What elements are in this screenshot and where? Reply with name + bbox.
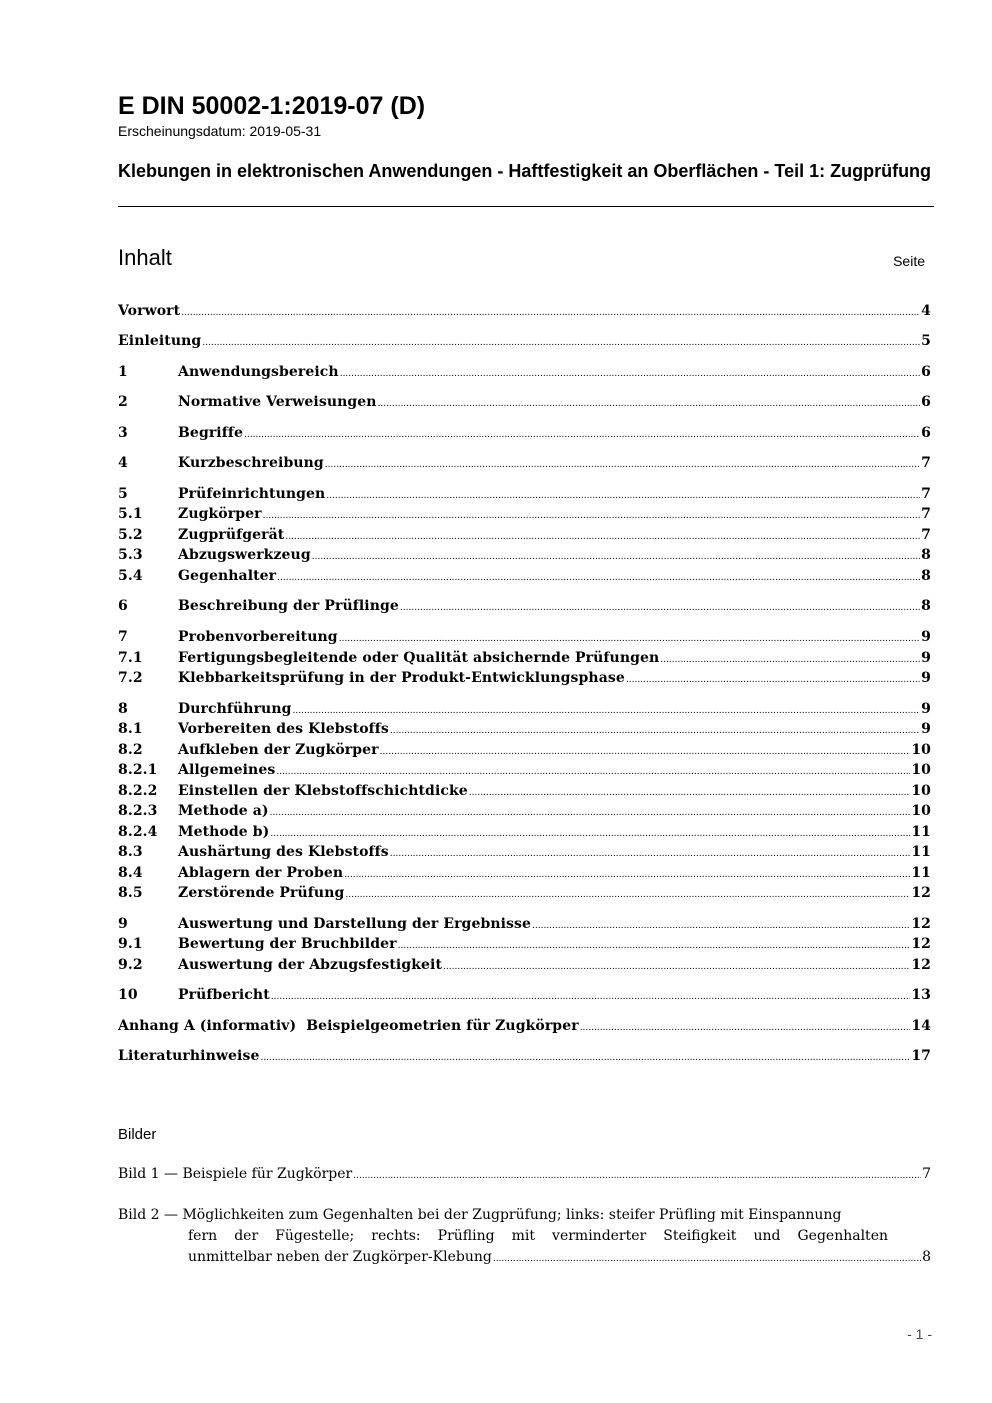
toc-entry[interactable] <box>118 1018 931 1038</box>
dot-leader <box>626 670 920 686</box>
toc-entry-label: Ablagern der Proben <box>178 865 344 881</box>
dot-leader <box>398 936 911 952</box>
dot-leader <box>270 803 911 819</box>
dot-leader <box>390 721 920 737</box>
dot-leader <box>293 701 921 717</box>
toc-entry-label: Vorwort <box>118 303 181 319</box>
toc-entry-number: 7.1 <box>118 650 143 666</box>
toc-entry[interactable] <box>118 936 931 956</box>
toc-entry-number: 2 <box>118 394 128 410</box>
toc-entry-number: 8.3 <box>118 844 143 860</box>
toc-entry[interactable] <box>118 568 931 588</box>
toc-entry-number: 8.2.1 <box>118 762 158 778</box>
toc-entry-page: 6 <box>921 394 931 410</box>
toc-entry[interactable] <box>118 721 931 741</box>
toc-entry-number: 8 <box>118 701 128 717</box>
toc-entry-page: 7 <box>921 527 931 543</box>
toc-entry-page: 11 <box>911 844 931 860</box>
toc-entry-page: 10 <box>911 783 931 799</box>
toc-entry-label: Zerstörende Prüfung <box>178 885 345 901</box>
toc-page-column-label: Seite <box>893 253 925 269</box>
dot-leader <box>580 1018 911 1034</box>
toc-entry-number: 5 <box>118 486 128 502</box>
toc-entry-page: 13 <box>911 987 931 1003</box>
toc-entry[interactable] <box>118 527 931 547</box>
figures-heading: Bilder <box>118 1126 157 1143</box>
toc-entry-number: 8.2.3 <box>118 803 158 819</box>
toc-entry-number: 8.2.2 <box>118 783 158 799</box>
dot-leader <box>443 957 910 973</box>
toc-entry-label: Aufkleben der Zugkörper <box>178 742 379 758</box>
toc-entry-label: Prüfbericht <box>178 987 270 1003</box>
toc-entry-page: 5 <box>921 333 931 349</box>
toc-entry-number: 5.3 <box>118 547 143 563</box>
toc-entry-number: 4 <box>118 455 128 471</box>
dot-leader <box>390 844 911 860</box>
toc-entry-number: 9 <box>118 916 128 932</box>
dot-leader <box>270 824 910 840</box>
toc-entry-page: 8 <box>921 598 931 614</box>
toc-entry-page: 4 <box>921 303 931 319</box>
toc-entry[interactable] <box>118 650 931 670</box>
publication-date: Erscheinungsdatum: 2019-05-31 <box>118 123 322 139</box>
toc-entry-label: Fertigungsbegleitende oder Qualität absichernde Prüfungen <box>178 650 660 666</box>
document-id: E DIN 50002-1:2019-07 (D) <box>118 92 426 120</box>
toc-entry-page: 9 <box>921 701 931 717</box>
toc-entry[interactable] <box>118 425 931 445</box>
dot-leader <box>263 506 921 522</box>
toc-entry-label: Gegenhalter <box>178 568 277 584</box>
toc-entry-page: 12 <box>911 936 931 952</box>
toc-entry-page: 12 <box>911 916 931 932</box>
toc-entry[interactable] <box>118 303 931 323</box>
toc-entry-number: 8.2 <box>118 742 143 758</box>
toc-entry-label: Anwendungsbereich <box>178 364 339 380</box>
dot-leader <box>260 1048 910 1064</box>
toc-entry-label: Zugkörper <box>178 506 262 522</box>
toc-entry-number: 1 <box>118 364 128 380</box>
toc-entry-number: 8.1 <box>118 721 143 737</box>
dot-leader <box>345 885 910 901</box>
dot-leader <box>344 865 910 881</box>
toc-entry-label: Einstellen der Klebstoffschichtdicke <box>178 783 468 799</box>
figure-entry-page: 8 <box>922 1249 931 1265</box>
toc-entry-page: 11 <box>911 865 931 881</box>
toc-entry-label: Beschreibung der Prüflinge <box>178 598 399 614</box>
toc-entry[interactable] <box>118 885 931 905</box>
toc-entry-page: 9 <box>921 629 931 645</box>
toc-entry[interactable] <box>118 455 931 475</box>
dot-leader <box>353 1164 921 1187</box>
dot-leader <box>325 455 920 471</box>
toc-entry-page: 6 <box>921 364 931 380</box>
toc-entry-page: 7 <box>921 486 931 502</box>
toc-entry-number: 8.2.4 <box>118 824 158 840</box>
dot-leader <box>340 364 920 380</box>
toc-entry-label: Methode b) <box>178 824 270 840</box>
toc-entry-page: 9 <box>921 721 931 737</box>
toc-entry-label: Abzugswerkzeug <box>178 547 311 563</box>
toc-entry-page: 8 <box>921 547 931 563</box>
figure-entry-continuation: fern der Fügestelle; rechts: Prüfling mit verminderter Steifigkeit und Gegenhalten <box>188 1228 888 1244</box>
toc-entry[interactable] <box>118 762 931 782</box>
toc-entry-label: Allgemeines <box>178 762 276 778</box>
toc-entry-number: 6 <box>118 598 128 614</box>
toc-entry-label: Bewertung der Bruchbilder <box>178 936 397 952</box>
dot-leader <box>380 742 911 758</box>
toc-entry[interactable] <box>118 844 931 864</box>
toc-entry[interactable] <box>118 916 931 936</box>
toc-entry[interactable] <box>118 670 931 690</box>
toc-entry-label: Normative Verweisungen <box>178 394 377 410</box>
toc-entry-label: Literaturhinweise <box>118 1048 260 1064</box>
dot-leader <box>276 762 910 778</box>
toc-entry-label: Auswertung der Abzugsfestigkeit <box>178 957 443 973</box>
toc-entry-label: Prüfeinrichtungen <box>178 486 326 502</box>
dot-leader <box>532 916 910 932</box>
dot-leader <box>277 568 920 584</box>
toc-entry-page: 6 <box>921 425 931 441</box>
document-title: Klebungen in elektronischen Anwendungen - Haftfestigkeit an Oberflächen - Teil 1: Zugprüfung <box>118 161 932 181</box>
dot-leader <box>326 486 920 502</box>
figure-entry-label-end: unmittelbar neben der Zugkörper-Klebung <box>188 1249 492 1265</box>
toc-entry-page: 11 <box>911 824 931 840</box>
toc-entry-number: 7.2 <box>118 670 143 686</box>
toc-entry[interactable] <box>118 364 931 384</box>
toc-entry-label: Anhang A (informativ) Beispielgeometrien für Zugkörper <box>118 1018 579 1034</box>
toc-entry-page: 9 <box>921 670 931 686</box>
toc-entry[interactable] <box>118 486 931 506</box>
toc-entry[interactable] <box>118 987 931 1007</box>
toc-entry[interactable] <box>118 783 931 803</box>
toc-entry-number: 10 <box>118 987 138 1003</box>
toc-entry-label: Einleitung <box>118 333 202 349</box>
toc-entry[interactable] <box>118 1048 931 1068</box>
toc-entry[interactable] <box>118 865 931 885</box>
toc-entry-number: 9.1 <box>118 936 143 952</box>
dot-leader <box>285 527 920 543</box>
toc-entry-number: 5.4 <box>118 568 143 584</box>
page-number: - 1 - <box>907 1326 932 1342</box>
toc-entry-page: 10 <box>911 762 931 778</box>
toc-entry[interactable] <box>118 701 931 721</box>
toc-entry[interactable] <box>118 333 931 353</box>
toc-entry-label: Begriffe <box>178 425 243 441</box>
toc-entry-label: Aushärtung des Klebstoffs <box>178 844 389 860</box>
toc-entry-page: 14 <box>911 1018 931 1034</box>
title-divider <box>118 206 934 207</box>
toc-entry-page: 12 <box>911 885 931 901</box>
toc-heading: Inhalt <box>118 245 172 270</box>
dot-leader <box>271 987 911 1003</box>
toc-entry-label: Durchführung <box>178 701 292 717</box>
dot-leader <box>181 303 920 319</box>
toc-entry[interactable] <box>118 598 931 618</box>
dot-leader <box>400 598 920 614</box>
toc-entry-number: 8.4 <box>118 865 143 881</box>
toc-entry-label: Klebbarkeitsprüfung in der Produkt-Entwicklungsphase <box>178 670 625 686</box>
toc-entry-page: 10 <box>911 803 931 819</box>
toc-entry[interactable] <box>118 506 931 526</box>
toc-entry[interactable] <box>118 547 931 567</box>
figure-entry-label: Bild 2 — Möglichkeiten zum Gegenhalten bei der Zugprüfung; links: steifer Prüfling mit Einspannung <box>118 1207 842 1223</box>
toc-entry-number: 3 <box>118 425 128 441</box>
dot-leader <box>244 425 920 441</box>
toc-entry-label: Zugprüfgerät <box>178 527 285 543</box>
toc-entry-number: 7 <box>118 629 128 645</box>
toc-entry-page: 7 <box>921 455 931 471</box>
toc-entry-page: 12 <box>911 957 931 973</box>
toc-entry[interactable] <box>118 742 931 762</box>
toc-entry-label: Methode a) <box>178 803 269 819</box>
dot-leader <box>339 629 920 645</box>
toc-entry-number: 8.5 <box>118 885 143 901</box>
toc-entry-page: 7 <box>921 506 931 522</box>
dot-leader <box>202 333 920 349</box>
toc-entry-number: 5.1 <box>118 506 143 522</box>
toc-entry-label: Kurzbeschreibung <box>178 455 324 471</box>
toc-entry-page: 10 <box>911 742 931 758</box>
toc-entry-page: 17 <box>911 1048 931 1064</box>
dot-leader <box>312 547 920 563</box>
dot-leader <box>493 1247 921 1270</box>
toc-entry-number: 5.2 <box>118 527 143 543</box>
toc-entry-page: 9 <box>921 650 931 666</box>
figure-entry-1[interactable] <box>118 1164 931 1187</box>
toc-entry[interactable] <box>118 629 931 649</box>
figure-entry-page: 7 <box>922 1166 931 1182</box>
dot-leader <box>660 650 920 666</box>
toc-entry-number: 9.2 <box>118 957 143 973</box>
dot-leader <box>378 394 921 410</box>
dot-leader <box>469 783 911 799</box>
figure-entry-label: Bild 1 — Beispiele für Zugkörper <box>118 1166 353 1182</box>
toc-entry[interactable] <box>118 803 931 823</box>
toc-entry-label: Probenvorbereitung <box>178 629 338 645</box>
toc-entry[interactable] <box>118 957 931 977</box>
toc-entry-label: Auswertung und Darstellung der Ergebnisse <box>178 916 532 932</box>
toc-entry-label: Vorbereiten des Klebstoffs <box>178 721 389 737</box>
toc-entry[interactable] <box>118 824 931 844</box>
toc-entry[interactable] <box>118 394 931 414</box>
toc-entry-page: 8 <box>921 568 931 584</box>
figure-entry-2[interactable] <box>118 1205 931 1270</box>
